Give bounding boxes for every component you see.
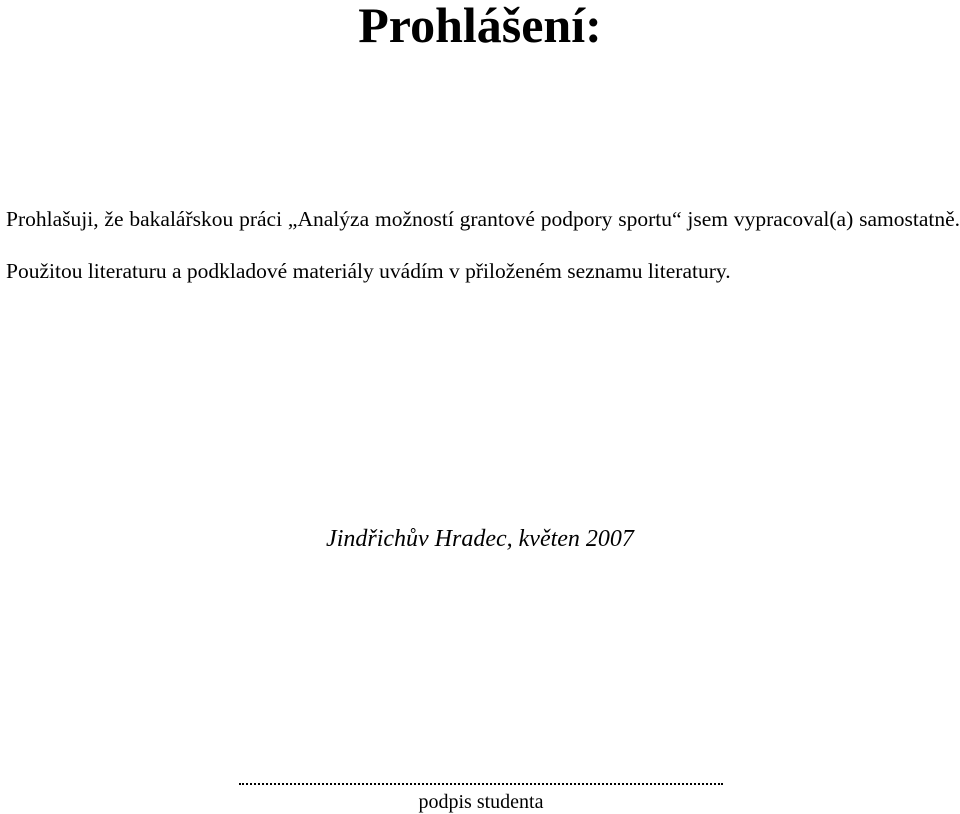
page-title: Prohlášení: bbox=[358, 0, 602, 53]
place-and-date: Jindřichův Hradec, květen 2007 bbox=[326, 526, 634, 552]
declaration-paragraph: Prohlašuji, že bakalářskou práci „Analýza možností grantové podpory sportu“ jsem vypracoval(a) samostatně. Použitou literaturu a podkladové materiály uvádím v přiloženém seznamu literatury. bbox=[6, 207, 960, 283]
signature-block bbox=[239, 783, 723, 814]
signature-label: podpis studenta bbox=[418, 791, 544, 813]
signature-line bbox=[239, 783, 723, 785]
